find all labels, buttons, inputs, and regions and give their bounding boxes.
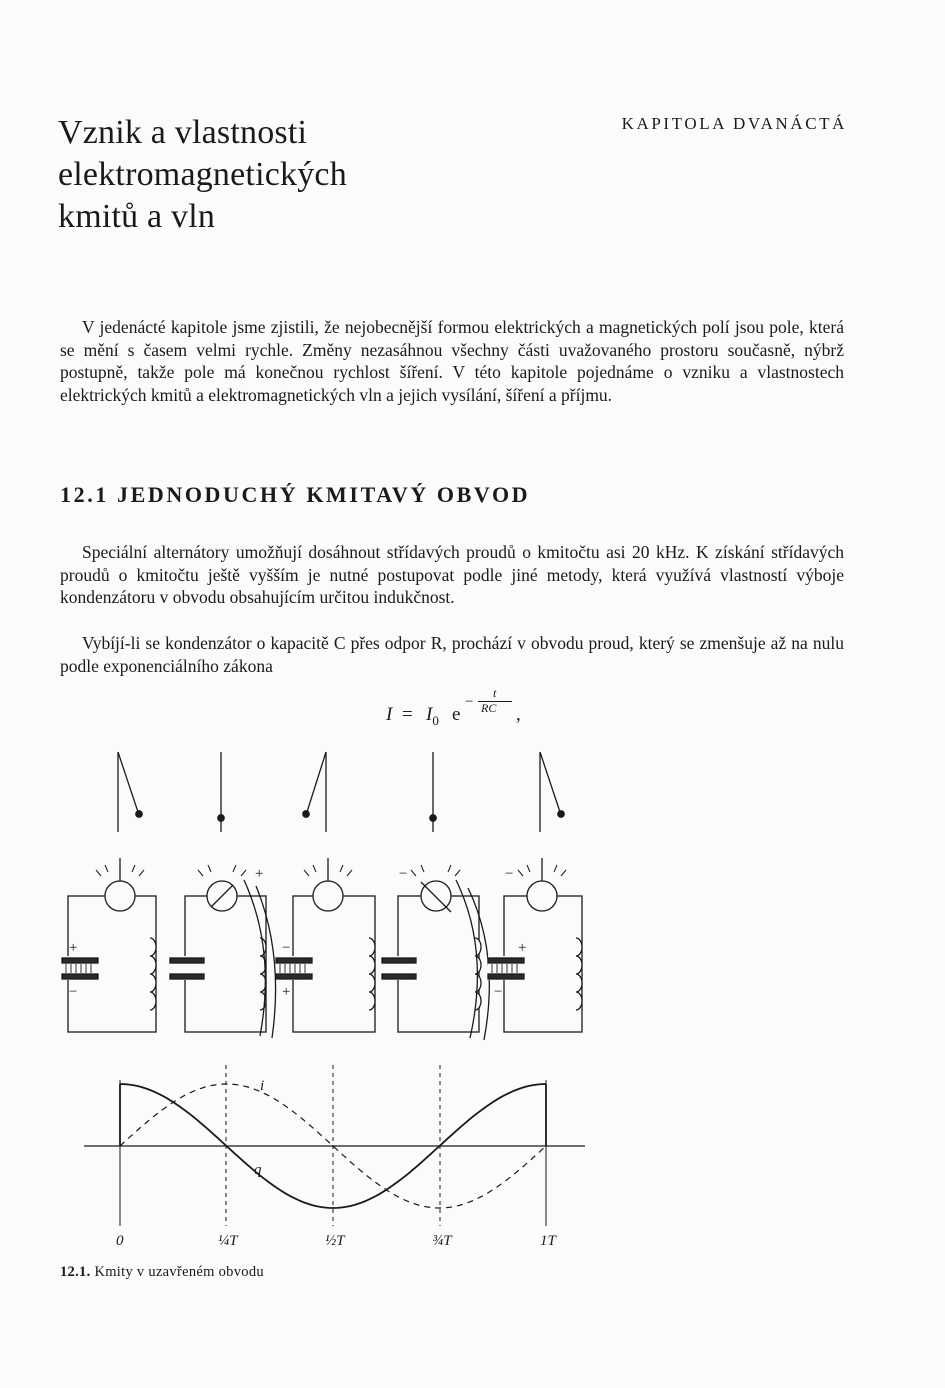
tick-full: 1T [540, 1233, 556, 1249]
chapter-title-line-2: elektromagnetických [58, 156, 347, 193]
formula-exp-numerator: t [493, 686, 497, 700]
lamp5-sign: − [504, 866, 515, 882]
caption-number: 12.1. [60, 1264, 91, 1280]
formula-i0-subscript: 0 [432, 712, 439, 728]
chapter-label: KAPITOLA DVANÁCTÁ [621, 114, 847, 133]
pendulum-1 [118, 752, 142, 832]
intro-paragraph: V jedenácté kapitole jsme zjistili, že nejobecnější formou elektrických a magnetických polí jsou pole, která se mění s časem velmi rychle. Změny nezasáhnou všechny části uvažovaného prostoru současně, nýbrž postupně, takže pole má konečnou rychlost šíření. V této kapitole pojednáme o vzniku a vlastnostech elektrických kmitů a elektromagnetických vln a jejich vysílání, šíření a příjmu. [60, 317, 844, 405]
figure-caption [60, 1264, 264, 1281]
chapter-title-line-3: kmitů a vln [58, 198, 216, 235]
charge-label: q [254, 1162, 262, 1178]
cap3-bottom-sign: + [281, 984, 292, 1000]
circuit-5 [488, 858, 582, 1032]
current-label: i [260, 1078, 265, 1094]
formula-i0-symbol: I [426, 704, 433, 725]
tick-0: 0 [116, 1233, 124, 1249]
pendulum-5 [540, 752, 564, 832]
cap5-bottom-sign: − [493, 984, 504, 1000]
lamp4-sign: − [398, 866, 409, 882]
body-paragraph-1: Speciální alternátory umožňují dosáhnout střídavých proudů o kmitočtu asi 20 kHz. K získání střídavých proudů o kmitočtu ještě vyšším je nutné postupovat podle jiné metody, která využívá vlastností výboje kondenzátoru v obvodu obsahujícím určitou indukčnost. [60, 542, 844, 607]
oscillation-figure [0, 740, 945, 1260]
pendulum-4 [430, 752, 436, 832]
tick-three-quarter: ¾T [432, 1233, 452, 1249]
cap1-bottom-sign: − [68, 984, 79, 1000]
lamp2-sign: + [254, 866, 265, 882]
exponential-formula [380, 686, 580, 732]
pendulum-3 [303, 752, 326, 832]
formula-exp-denominator: RC [481, 701, 497, 715]
formula-minus: − [465, 694, 474, 710]
cap1-top-sign: + [68, 940, 79, 956]
section-heading: 12.1 JEDNODUCHÝ KMITAVÝ OBVOD [60, 482, 531, 507]
cap5-top-sign: + [517, 940, 528, 956]
circuit-2 [170, 865, 276, 1038]
chapter-title-line-1: Vznik a vlastnosti [58, 114, 308, 151]
circuit-4 [382, 865, 489, 1040]
formula-comma: , [516, 704, 521, 725]
formula-lhs: I [386, 704, 393, 725]
chapter-title [58, 112, 347, 238]
body-paragraph-2: Vybíjí-li se kondenzátor o kapacitě C přes odpor R, prochází v obvodu proud, který se zmenšuje až na nulu podle exponenciálního zákona [60, 633, 844, 676]
tick-half: ½T [325, 1233, 345, 1249]
formula-base: e [452, 704, 461, 725]
pendulum-2 [218, 752, 224, 832]
formula-i0 [426, 704, 439, 729]
caption-text: Kmity v uzavřeném obvodu [94, 1264, 264, 1280]
tick-quarter: ¼T [218, 1233, 238, 1249]
cap3-top-sign: − [281, 940, 292, 956]
formula-equals: = [402, 704, 413, 725]
